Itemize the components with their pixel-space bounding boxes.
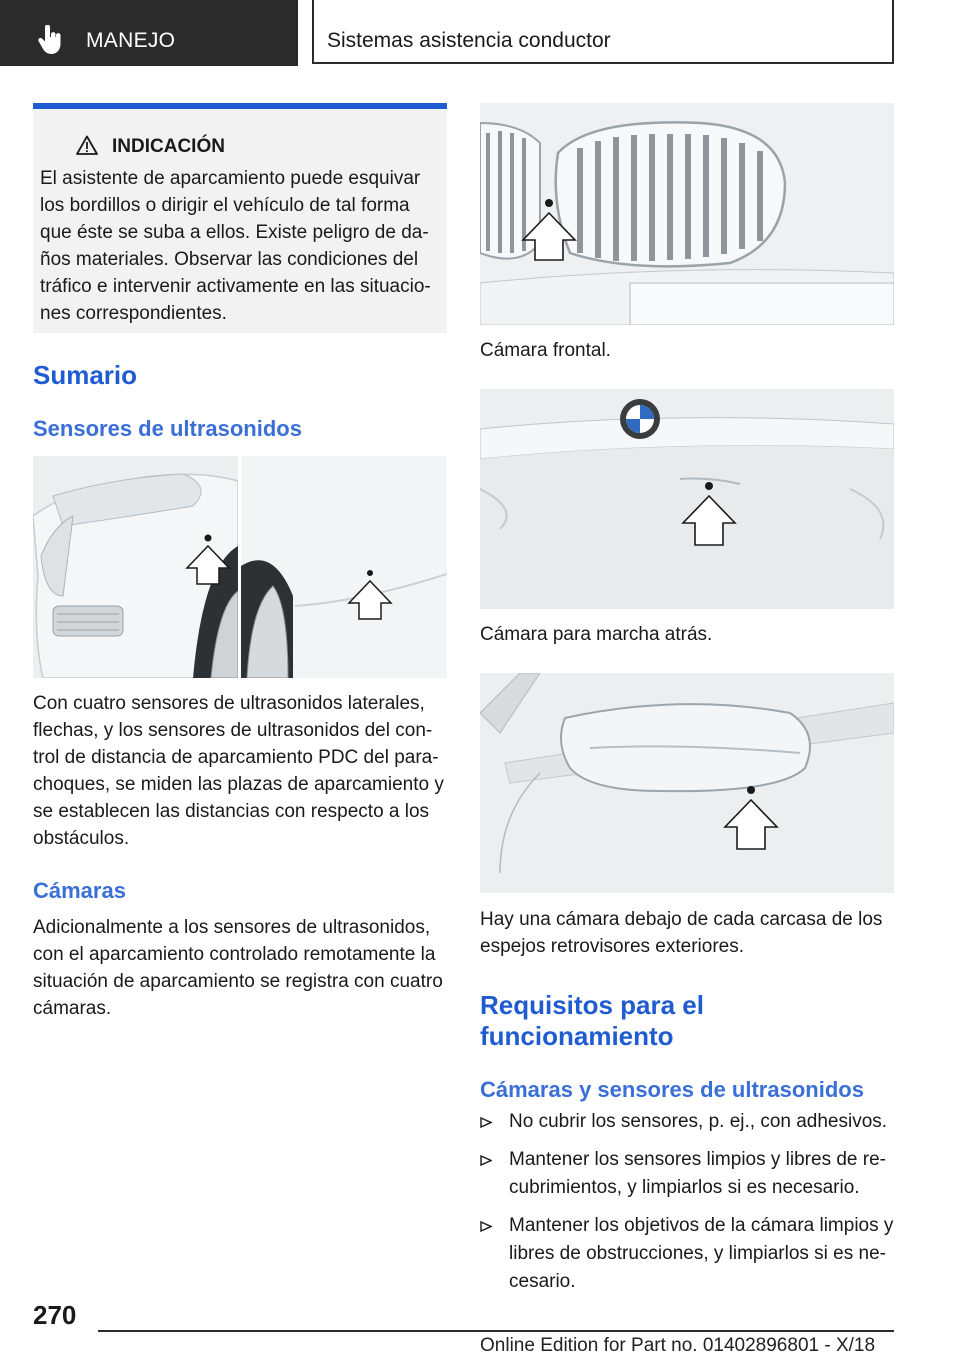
figure-mirror-camera [480, 673, 894, 893]
notice-box [33, 103, 447, 333]
page-number: 270 [33, 1300, 77, 1330]
list-item [480, 1108, 898, 1136]
notice-title: INDICACIÓN [112, 136, 225, 157]
figure-front-camera [480, 103, 894, 325]
heading-requirements: Requisitos para el funcionamiento [480, 990, 704, 1051]
list-item [480, 1146, 898, 1202]
sensor-dot [367, 570, 373, 576]
heading-cameras-sensors: Cámaras y sensores de ultrasonidos [480, 1077, 864, 1102]
caption-rear-camera: Cámara para marcha atrás. [480, 624, 713, 645]
camera-dot [747, 786, 755, 794]
triangle-bullet-icon [480, 1117, 492, 1128]
triangle-bullet-icon [480, 1155, 492, 1166]
list-item [480, 1212, 898, 1296]
figure-rear-camera [480, 389, 894, 609]
notice-body: El asistente de aparcamiento puede esquivar los bordillos o dirigir el vehículo de tal forma que éste se suba a ellos. Existe peligro de da-ños materiales. Observar las condiciones del tráfico e intervenir activamente en las situacio-nes correspondientes. [40, 168, 431, 324]
side-mirror-illustration [480, 673, 894, 893]
caption-front-camera: Cámara frontal. [480, 340, 611, 361]
kidney-grille-illustration [480, 103, 894, 325]
list-item-text: Mantener los objetivos de la cámara limpios y libres de obstrucciones, y limpiarlos si es ne-cesario. [509, 1215, 894, 1292]
heading-ultrasonic-sensors: Sensores de ultrasonidos [33, 416, 302, 441]
trunk-rear-illustration [480, 389, 894, 609]
list-item-text: No cubrir los sensores, p. ej., con adhesivos. [509, 1111, 888, 1132]
list-item-text: Mantener los sensores limpios y libres de re-cubrimientos, y limpiarlos si es necesario. [509, 1149, 886, 1198]
figure-ultrasonic-sensors [33, 456, 447, 678]
heading-cameras: Cámaras [33, 878, 126, 903]
footer-edition: Online Edition for Part no. 01402896801 - X/18 [480, 1335, 876, 1356]
camera-dot [545, 199, 553, 207]
chapter-title: Sistemas asistencia conductor [327, 29, 611, 52]
hand-pointer-icon [38, 25, 64, 55]
requirements-list [480, 1108, 898, 1306]
camera-dot [705, 482, 713, 490]
sensors-paragraph: Con cuatro sensores de ultrasonidos laterales, flechas, y los sensores de ultrasonidos del con-trol de distancia de aparcamiento PDC del para-choques, se miden las plazas de aparcamiento y se establecen las distancias con respecto a los obstáculos. [33, 693, 444, 849]
section-tab [0, 0, 298, 66]
chapter-header [312, 0, 894, 64]
car-front-side-illustration [33, 456, 447, 678]
warning-icon [76, 135, 98, 155]
footer-divider [98, 1330, 894, 1332]
heading-summary: Sumario [33, 360, 138, 390]
section-label: MANEJO [86, 29, 176, 52]
caption-mirror-camera: Hay una cámara debajo de cada carcasa de los espejos retrovisores exteriores. [480, 909, 883, 957]
cameras-paragraph: Adicionalmente a los sensores de ultrasonidos, con el aparcamiento controlado remotamente la situación de aparcamiento se registra con cuatro cámaras. [33, 917, 443, 1019]
triangle-bullet-icon [480, 1221, 492, 1232]
sensor-dot [205, 535, 212, 542]
